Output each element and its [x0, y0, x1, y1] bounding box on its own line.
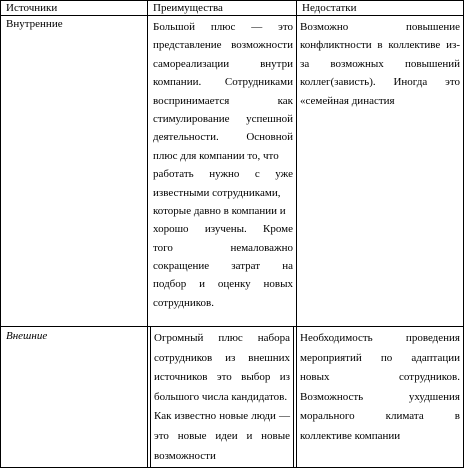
text-line: за возможных повышений [300, 57, 460, 70]
text-line: подбор и оценку новых [153, 278, 293, 291]
text-line: источников это выбор из [154, 371, 290, 384]
text-line: Необходимость проведения [300, 332, 460, 344]
text-line: Большой плюс — это [153, 21, 293, 33]
text-line: сотрудников из внешних [154, 351, 290, 364]
grid-line-row1 [0, 326, 464, 327]
text-line: мероприятий по адаптации [300, 351, 460, 364]
text-line: коллег(зависть). Иногда это [300, 76, 460, 89]
text-line: Возможно повышение [300, 21, 460, 33]
text-line: Возможность ухудшения [300, 390, 460, 403]
text-line: возможности [154, 449, 216, 462]
grid-line-col2-double [293, 327, 294, 468]
grid-line-col2 [296, 0, 297, 468]
row-external-source: Внешние [6, 330, 48, 342]
text-line: стимулирование успешной [153, 112, 293, 125]
text-line: самореализации внутри [153, 57, 293, 70]
text-line: «семейная династия [300, 94, 395, 107]
row-internal-source: Внутренние [6, 18, 63, 30]
text-line: коллективе компании [300, 429, 401, 442]
row-internal-advantages [153, 18, 293, 312]
text-line: плюс для компании то, что [153, 149, 279, 162]
text-line: это новые идеи и новые [154, 429, 290, 442]
grid-line-col1 [147, 0, 148, 468]
text-line: известными сотрудниками, [153, 186, 281, 199]
text-line: того немаловажно [153, 241, 293, 254]
text-line: Как известно новые люди — [154, 410, 290, 423]
text-line: сотрудников. [153, 296, 214, 309]
text-line: морального климата в [300, 410, 460, 423]
text-line: компании. Сотрудниками [153, 76, 293, 89]
text-line: большого числа кандидатов. [154, 390, 288, 403]
grid-line-left [0, 0, 1, 468]
text-line: деятельности. Основной [153, 131, 293, 144]
text-line: новых сотрудников. [300, 371, 460, 384]
text-line: Огромный плюс набора [154, 332, 290, 344]
header-advantages: Преимущества [153, 2, 223, 14]
text-line: воспринимается как [153, 94, 293, 107]
text-line: работать нужно с уже [153, 168, 293, 181]
text-line: хорошо изучены. Кроме [153, 223, 293, 236]
text-line: которые давно в компании и [153, 204, 286, 217]
text-line: конфликтности в коллективе из- [300, 39, 460, 52]
row-external-advantages [154, 329, 290, 466]
text-line: представление возможности [153, 39, 293, 52]
row-internal-disadvantages [300, 18, 460, 110]
text-line: сокращение затрат на [153, 260, 293, 273]
header-sources: Источники [6, 2, 58, 14]
grid-line-col1-double [150, 327, 151, 468]
row-external-disadvantages [300, 329, 460, 447]
header-disadvantages: Недостатки [302, 2, 357, 14]
